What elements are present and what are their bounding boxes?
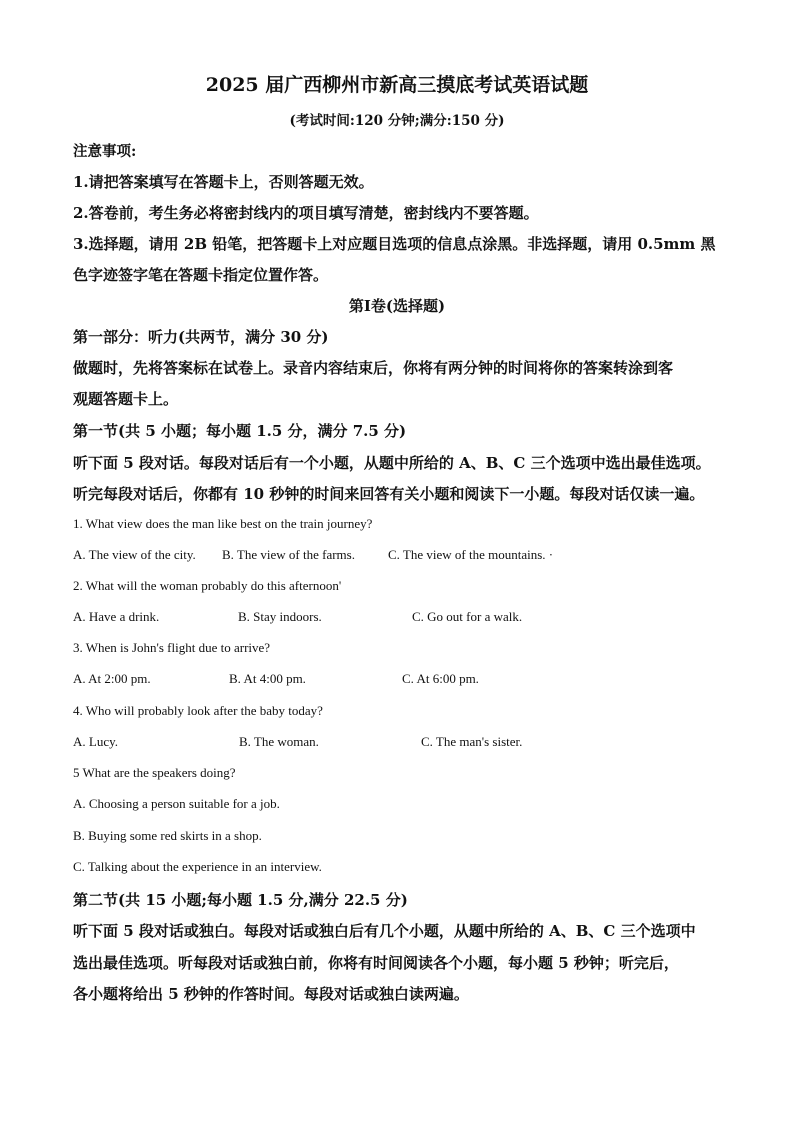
question-3-option-b: B. At 4:00 pm.: [229, 671, 306, 686]
question-5-option-a: A. Choosing a person suitable for a job.: [73, 796, 280, 811]
exam-subtitle: (考试时间:120 分钟;满分:150 分): [289, 113, 505, 129]
section1-heading: 第一节(共 5 小题；每小题 1.5 分，满分 7.5 分): [73, 422, 407, 440]
question-2: 2. What will the woman probably do this afternoon': [73, 578, 342, 593]
question-1-option-c: C. The view of the mountains. ·: [388, 547, 554, 562]
section1-intro-line-2: 听完每段对话后，你都有 10 秒钟的时间来回答有关小题和阅读下一小题。每段对话仅读一遍。: [73, 485, 705, 503]
question-3-option-a: A. At 2:00 pm.: [73, 671, 151, 686]
question-3-option-c: C. At 6:00 pm.: [402, 671, 479, 686]
question-2-option-c: C. Go out for a walk.: [412, 609, 523, 624]
notice-item-2: 2.答卷前，考生务必将密封线内的项目填写清楚，密封线内不要答题。: [73, 204, 539, 222]
notice-item-3: 3.选择题，请用 2B 铅笔，把答题卡上对应题目选项的信息点涂黑。非选择题，请用 0.5mm 黑: [73, 235, 716, 253]
notice-item-1: 1.请把答案填写在答题卡上，否则答题无效。: [73, 173, 374, 191]
question-1: 1. What view does the man like best on the train journey?: [73, 516, 373, 531]
section2-intro-line-3: 各小题将给出 5 秒钟的作答时间。每段对话或独白读两遍。: [73, 985, 469, 1003]
question-5-option-c: C. Talking about the experience in an interview.: [73, 859, 322, 874]
part1-heading: 第一部分：听力(共两节，满分 30 分): [73, 328, 329, 346]
question-1-option-a: A. The view of the city.: [73, 547, 196, 562]
volume-title: 第Ⅰ卷(选择题): [348, 297, 446, 315]
question-5: 5 What are the speakers doing?: [73, 765, 236, 780]
notice-item-3-cont: 色字迹签字笔在答题卡指定位置作答。: [73, 266, 329, 284]
question-4-option-b: B. The woman.: [239, 734, 319, 749]
part1-intro-line-1: 做题时，先将答案标在试卷上。录音内容结束后，你将有两分钟的时间将你的答案转涂到客: [73, 359, 674, 377]
question-2-option-b: B. Stay indoors.: [238, 609, 322, 624]
notice-heading: 注意事项:: [73, 143, 137, 160]
question-5-option-b: B. Buying some red skirts in a shop.: [73, 828, 262, 843]
question-4-option-c: C. The man's sister.: [421, 734, 523, 749]
part1-intro-line-2: 观题答题卡上。: [73, 390, 179, 408]
question-4-option-a: A. Lucy.: [73, 734, 119, 749]
question-1-option-b: B. The view of the farms.: [222, 547, 355, 562]
section2-intro-line-1: 听下面 5 段对话或独白。每段对话或独白后有几个小题，从题中所给的 A、B、C 三个选项中: [73, 922, 696, 940]
question-2-option-a: A. Have a drink.: [73, 609, 160, 624]
question-3: 3. When is John's flight due to arrive?: [73, 640, 271, 655]
question-4: 4. Who will probably look after the baby today?: [73, 703, 323, 718]
section2-heading: 第二节(共 15 小题;每小题 1.5 分,满分 22.5 分): [73, 891, 408, 909]
section2-intro-line-2: 选出最佳选项。听每段对话或独白前，你将有时间阅读各个小题，每小题 5 秒钟；听完后，: [73, 954, 679, 972]
exam-title: 2025 届广西柳州市新高三摸底考试英语试题: [205, 74, 589, 96]
section1-intro-line-1: 听下面 5 段对话。每段对话后有一个小题，从题中所给的 A、B、C 三个选项中选出最佳选项。: [73, 454, 711, 472]
